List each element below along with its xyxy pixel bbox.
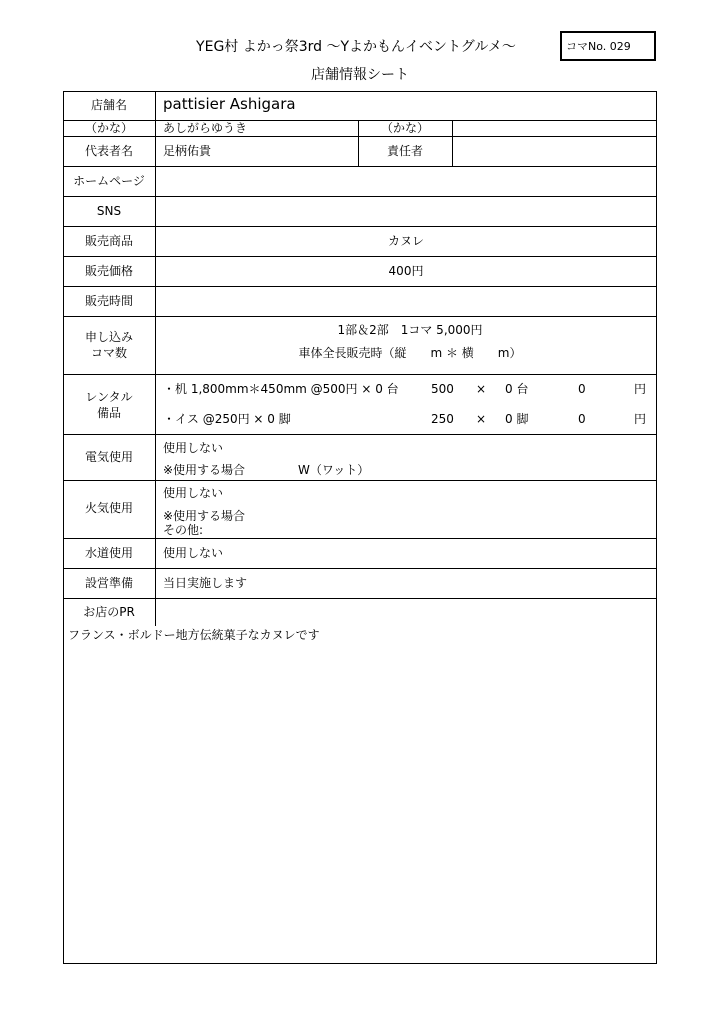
rental-desk-qty: 0 台 — [505, 382, 529, 396]
rental-label-1: レンタル — [85, 390, 133, 404]
fire-label: 火気使用 — [84, 501, 134, 515]
rental-desk-times: × — [476, 382, 487, 396]
elec-line-2: ※使用する場合 — [163, 463, 246, 477]
sns-label: SNS — [96, 204, 122, 218]
fire-line-3: その他: — [163, 523, 204, 537]
apply-label-1: 申し込み — [84, 330, 134, 344]
rep-label: 代表者名 — [84, 144, 134, 158]
rental-desk-yen: 円 — [634, 382, 647, 396]
product-value: カヌレ — [387, 234, 425, 248]
price-value: 400円 — [388, 264, 424, 278]
homepage-label: ホームページ — [73, 174, 145, 188]
koma-number-box — [560, 31, 656, 61]
rental-chair-price: 250 — [431, 412, 454, 426]
setup-label: 設営準備 — [84, 576, 134, 590]
kana-label: （かな） — [84, 121, 134, 135]
price-label: 販売価格 — [84, 264, 134, 278]
pr-label: お店のPR — [83, 605, 135, 619]
rental-chair-yen: 円 — [634, 412, 647, 426]
rep-name: 足柄佑貴 — [163, 144, 212, 158]
kana-label-2: （かな） — [380, 121, 430, 135]
fire-line-2: ※使用する場合 — [163, 509, 246, 523]
shop-name-value: pattisier Ashigara — [163, 95, 296, 113]
fire-line-1: 使用しない — [163, 486, 224, 500]
koma-number: コマNo. 029 — [566, 40, 631, 53]
elec-watt: W（ワット） — [298, 463, 370, 477]
rental-desk: ・机 1,800mm＊450mm @500円 × 0 台 — [163, 382, 399, 396]
shop-name-label: 店舗名 — [90, 98, 128, 112]
apply-line-2: 車体全長販売時（縦 m ＊ 横 m） — [298, 346, 522, 360]
rental-chair-qty: 0 脚 — [505, 412, 529, 426]
pr-text: フランス・ボルドー地方伝統菓子なカヌレです — [68, 628, 320, 642]
rental-label-2: 備品 — [96, 406, 122, 420]
apply-label-2: コマ数 — [90, 346, 128, 360]
product-label: 販売商品 — [84, 234, 134, 248]
apply-line-1: 1部＆2部 1コマ 5,000円 — [337, 323, 483, 337]
rental-chair-times: × — [476, 412, 487, 426]
rental-desk-price: 500 — [431, 382, 454, 396]
hours-label: 販売時間 — [84, 294, 134, 308]
rental-desk-total: 0 — [578, 382, 586, 396]
page-subtitle: 店舗情報シート — [311, 67, 409, 83]
elec-label: 電気使用 — [84, 450, 134, 464]
elec-line-1: 使用しない — [163, 441, 224, 455]
water-value: 使用しない — [163, 546, 224, 560]
rental-chair-total: 0 — [578, 412, 586, 426]
shop-name-kana: あしがらゆうき — [163, 121, 248, 135]
water-label: 水道使用 — [84, 546, 134, 560]
form-frame — [63, 91, 657, 964]
setup-value: 当日実施します — [163, 576, 248, 590]
rental-chair: ・イス @250円 × 0 脚 — [163, 412, 291, 426]
page-title: YEG村 よかっ祭3rd ～Yよかもんイベントグルメ～ — [196, 39, 516, 55]
resp-label: 責任者 — [386, 144, 424, 158]
